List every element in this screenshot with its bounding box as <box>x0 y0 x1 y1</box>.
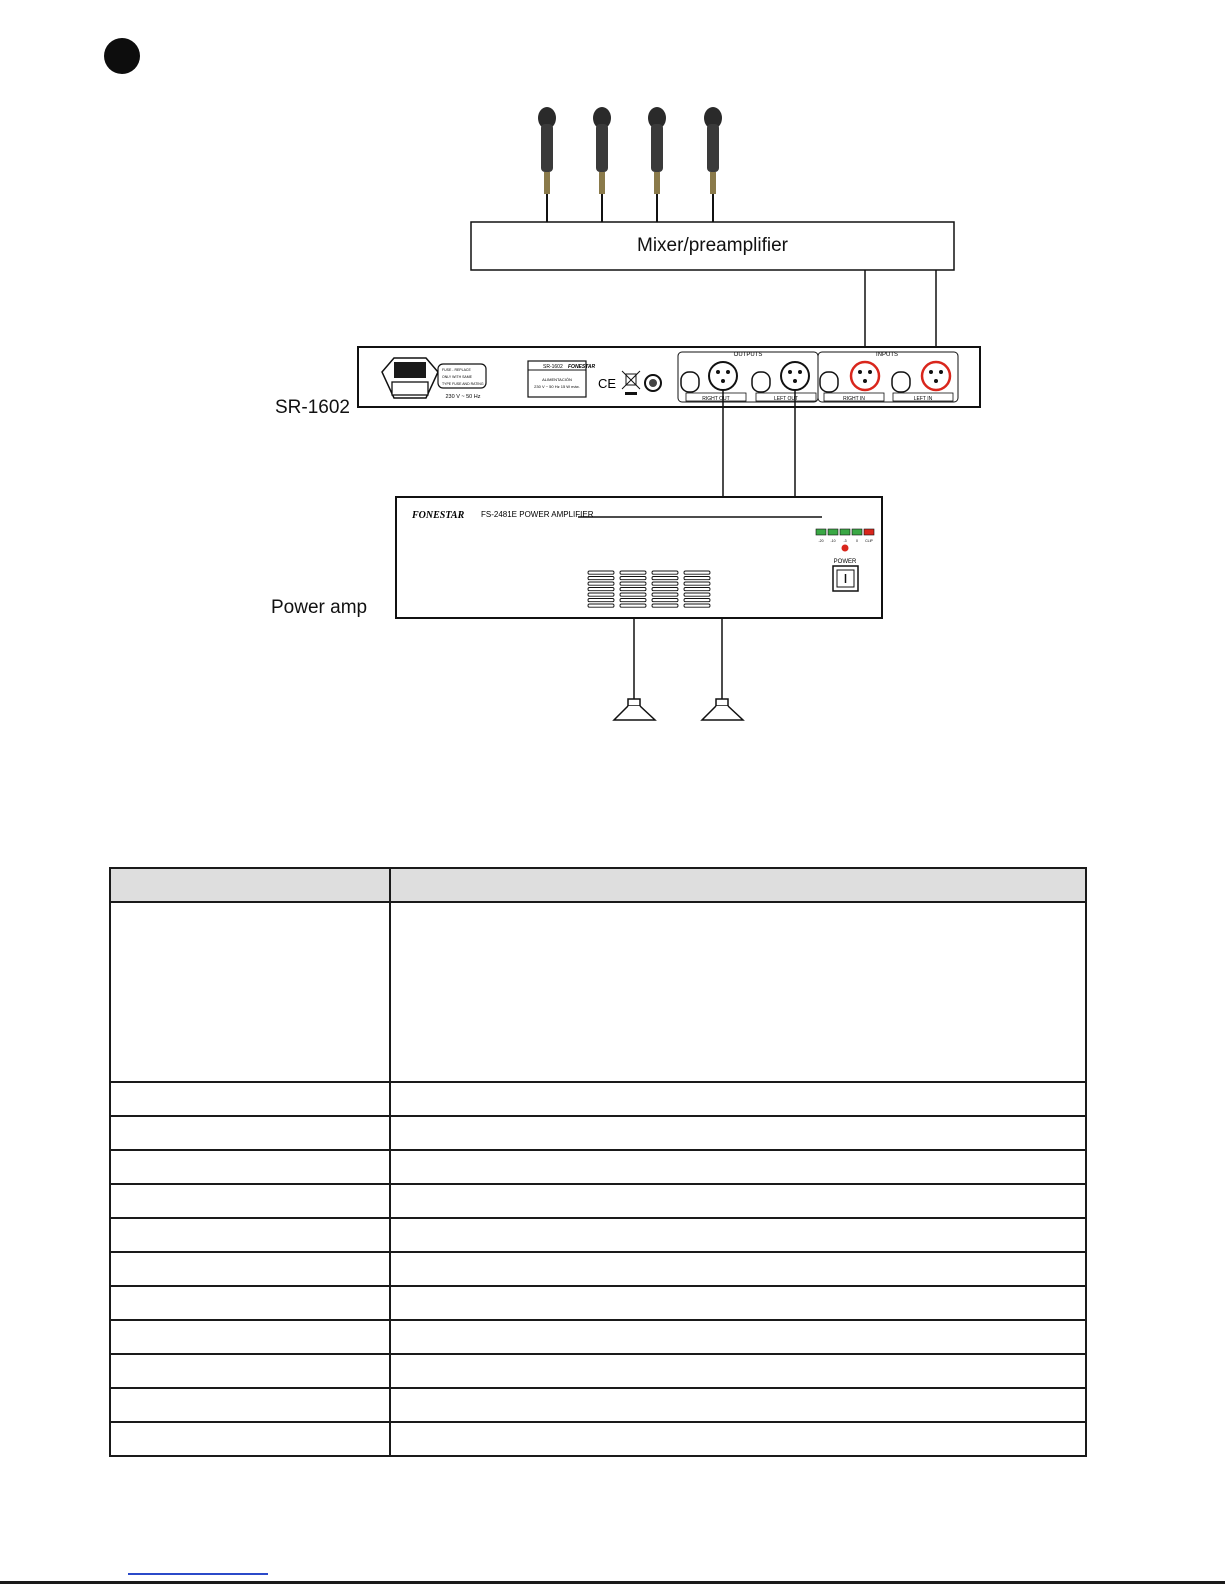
xlr-right-in <box>851 362 879 390</box>
xlr-right-out <box>709 362 737 390</box>
table-cell <box>390 1116 1086 1150</box>
supply-text-line-2: 230 V ~ 50 Hz 15 W máx. <box>534 384 580 389</box>
power-amp-front <box>396 497 882 618</box>
specifications-table <box>109 867 1087 1457</box>
table-cell <box>110 1286 390 1320</box>
jack-label-left-out: LEFT OUT <box>773 396 799 402</box>
xlr-left-out <box>781 362 809 390</box>
table-cell <box>390 1286 1086 1320</box>
table-cell <box>110 1218 390 1252</box>
outputs-label: OUTPUTS <box>733 352 763 358</box>
footer-rule <box>0 1581 1225 1584</box>
xlr-left-in <box>922 362 950 390</box>
table-cell <box>110 1422 390 1456</box>
table-cell <box>110 1388 390 1422</box>
fuse-text-line-2: ONLY WITH SAME <box>442 375 473 379</box>
rear-brand-label: FONESTAR <box>568 364 596 370</box>
speaker-icon <box>614 699 655 720</box>
table-row <box>110 902 1086 1082</box>
table-cell <box>390 1082 1086 1116</box>
table-row <box>110 1354 1086 1388</box>
model-box-label: SR-1602 <box>543 364 563 370</box>
table-row <box>110 1116 1086 1150</box>
table-row <box>110 1286 1086 1320</box>
fuse-text-line-3: TYPE FUSE AND RATING <box>442 382 484 386</box>
jack-label-right-in: RIGHT IN <box>843 396 865 402</box>
table-cell <box>390 902 1086 1082</box>
meter-label: 0 <box>856 539 858 543</box>
power-amp-label: Power amp <box>271 597 368 618</box>
table-row <box>110 1218 1086 1252</box>
table-cell <box>390 1388 1086 1422</box>
microphone-icon <box>704 107 722 222</box>
ce-mark: CE <box>598 376 617 391</box>
table-cell <box>390 1218 1086 1252</box>
supply-text-line-1: ALIMENTACIÓN <box>542 377 572 382</box>
amp-brand-label: FONESTAR <box>412 510 465 521</box>
sr1602-rear-panel <box>358 347 980 407</box>
meter-label: CLIP <box>865 539 873 543</box>
table-row <box>110 1082 1086 1116</box>
mixer-preamplifier-label: Mixer/preamplifier <box>637 235 788 256</box>
power-led <box>842 545 849 552</box>
table-cell <box>390 1320 1086 1354</box>
inputs-label: INPUTS <box>875 352 899 358</box>
table-cell <box>110 1082 390 1116</box>
table-cell <box>110 1320 390 1354</box>
table-cell <box>110 902 390 1082</box>
speaker-icon <box>702 699 743 720</box>
sr1602-label: SR-1602 <box>275 397 350 418</box>
table-cell <box>110 1150 390 1184</box>
voltage-label: 230 V ~ 50 Hz <box>445 394 481 400</box>
table-cell <box>390 1252 1086 1286</box>
table-cell <box>390 1422 1086 1456</box>
table-row <box>110 1422 1086 1456</box>
table-cell <box>390 1150 1086 1184</box>
table-cell <box>110 1116 390 1150</box>
table-row <box>110 1320 1086 1354</box>
table-row <box>110 1150 1086 1184</box>
meter-label: -10 <box>830 539 836 543</box>
table-cell <box>110 1252 390 1286</box>
table-cell <box>110 1184 390 1218</box>
table-header-cell <box>390 868 1086 902</box>
jack-label-left-in: LEFT IN <box>913 396 933 402</box>
table-cell <box>110 1354 390 1388</box>
table-header-cell <box>110 868 390 902</box>
meter-label: -20 <box>818 539 824 543</box>
jack-label-right-out: RIGHT OUT <box>702 396 730 402</box>
table-row <box>110 1184 1086 1218</box>
table-row <box>110 1252 1086 1286</box>
power-label: POWER <box>833 559 857 565</box>
meter-label: -3 <box>843 539 847 543</box>
microphone-icon <box>538 107 556 222</box>
footer-link-underline <box>128 1573 268 1575</box>
microphone-icon <box>648 107 666 222</box>
table-cell <box>390 1184 1086 1218</box>
table-cell <box>390 1354 1086 1388</box>
table-header-row <box>110 868 1086 902</box>
fuse-text-line-1: FUSE - REPLACE <box>442 368 471 372</box>
table-row <box>110 1388 1086 1422</box>
microphone-icon <box>593 107 611 222</box>
amp-model-label: FS-2481E POWER AMPLIFIER <box>481 510 594 519</box>
